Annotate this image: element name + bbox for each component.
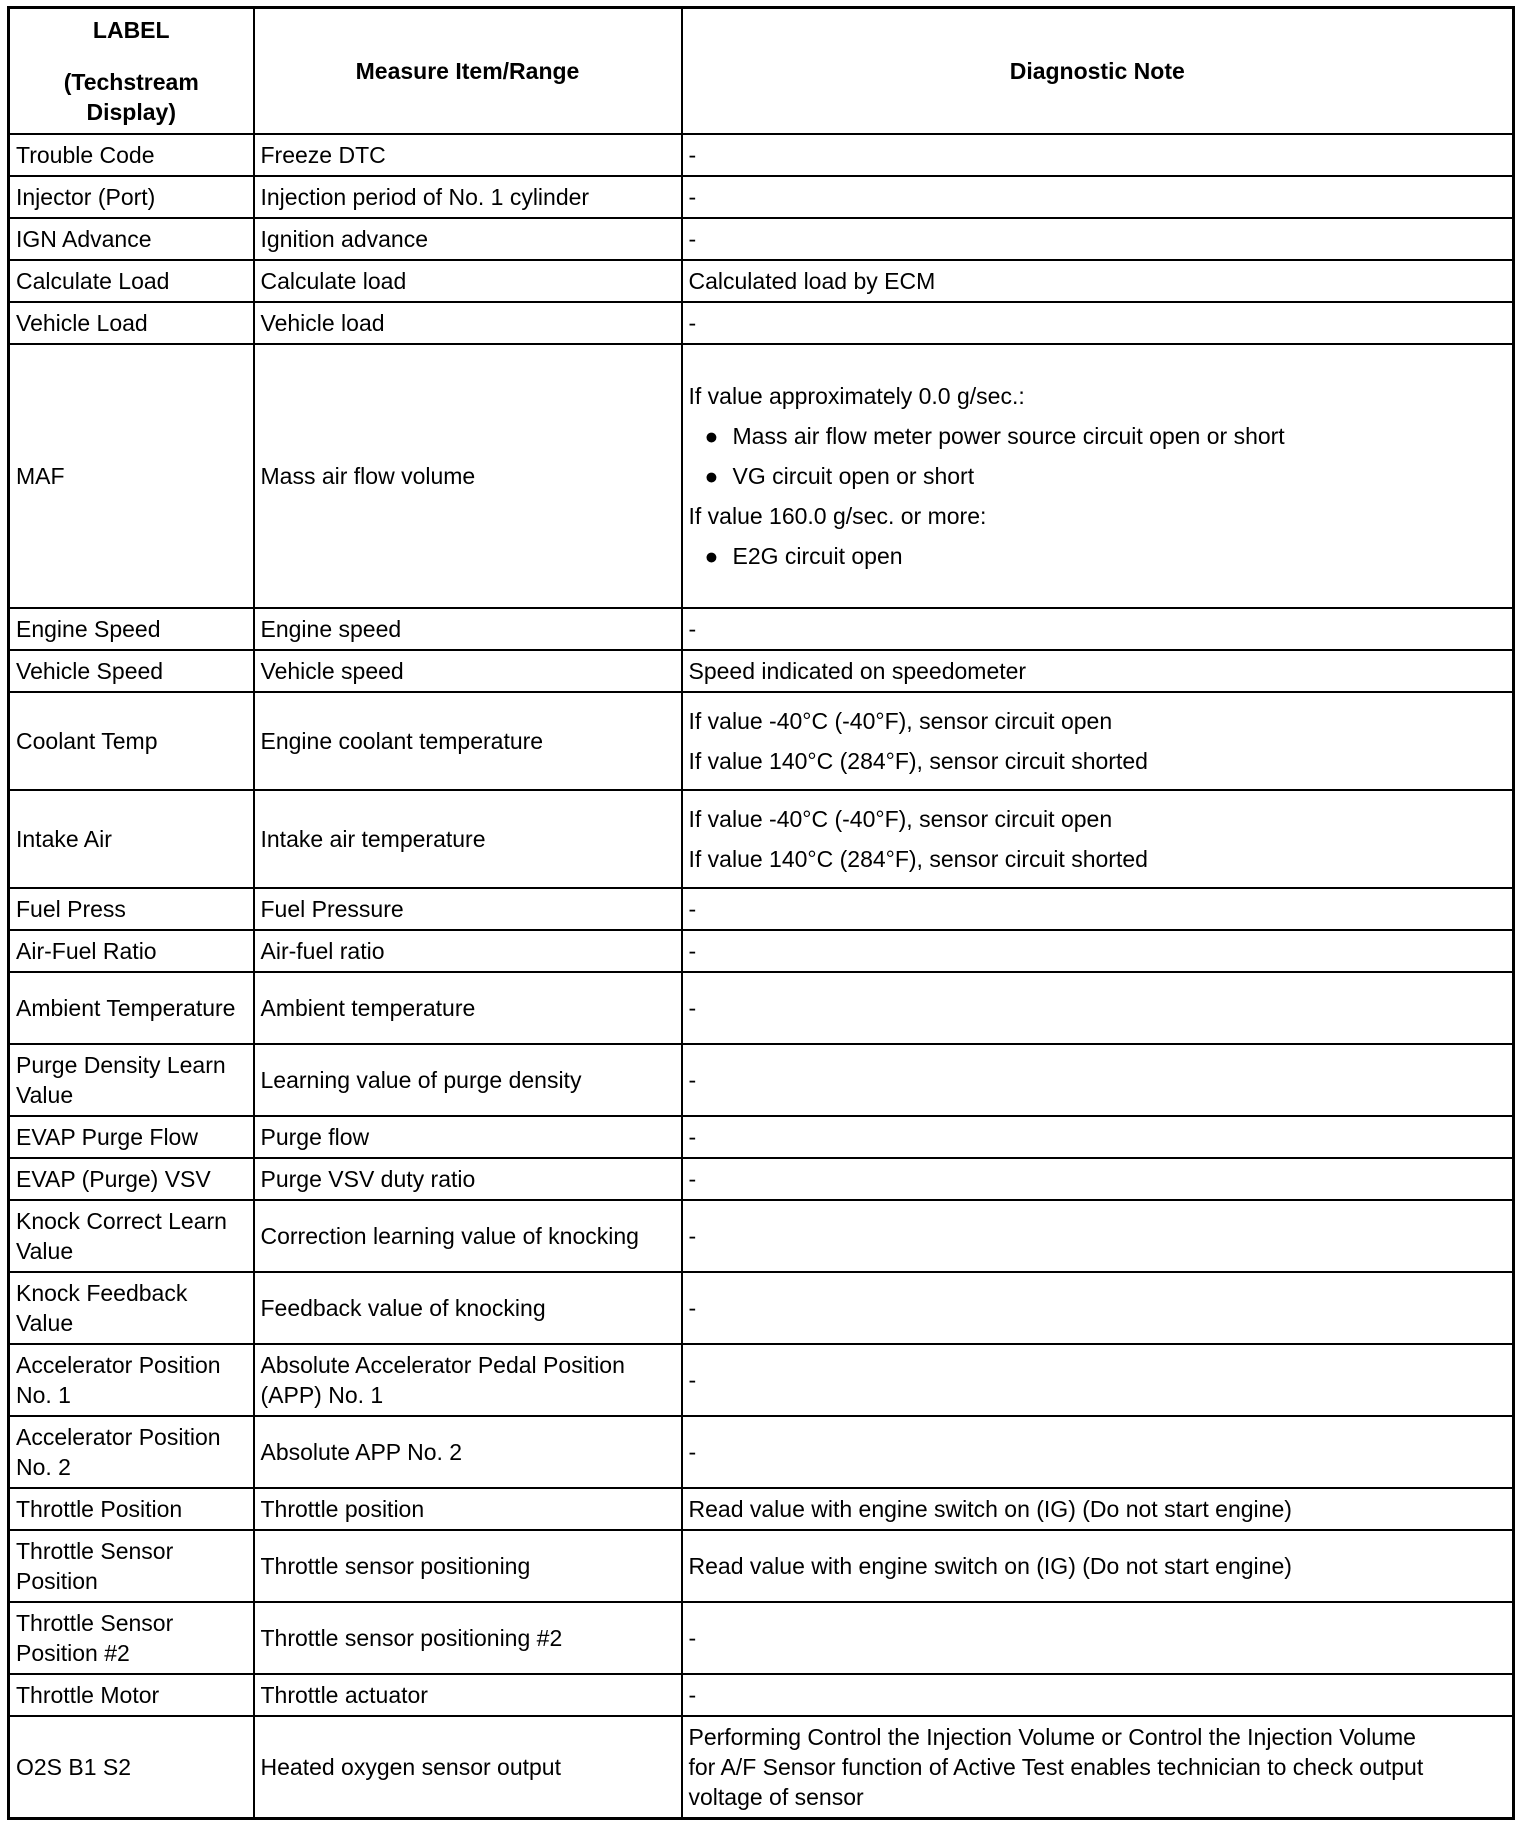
label-cell: Accelerator Position No. 2 (9, 1416, 254, 1488)
note-paragraph: If value -40°C (-40°F), sensor circuit open (688, 806, 1113, 832)
note-cell (682, 692, 1514, 790)
bullet-icon: ● (704, 423, 719, 449)
label-cell: EVAP (Purge) VSV (9, 1158, 254, 1200)
measure-cell: Engine coolant temperature (254, 692, 682, 790)
measure-cell: Learning value of purge density (254, 1044, 682, 1116)
measure-cell: Ambient temperature (254, 972, 682, 1044)
label-cell: Trouble Code (9, 134, 254, 176)
measure-cell: Intake air temperature (254, 790, 682, 888)
table-row (9, 930, 1514, 972)
note-paragraph: If value 140°C (284°F), sensor circuit shorted (688, 748, 1148, 774)
label-cell: Purge Density Learn Value (9, 1044, 254, 1116)
table-row (9, 1530, 1514, 1602)
note-cell: Speed indicated on speedometer (682, 650, 1514, 692)
header-label (9, 8, 254, 135)
note-bullet-text: VG circuit open or short (732, 463, 975, 489)
label-cell: Knock Feedback Value (9, 1272, 254, 1344)
table-row (9, 1044, 1514, 1116)
note-cell: - (682, 1416, 1514, 1488)
label-cell: Throttle Position (9, 1488, 254, 1530)
note-cell: - (682, 302, 1514, 344)
note-cell (682, 344, 1514, 608)
table-row (9, 1272, 1514, 1344)
label-cell: Ambient Temperature (9, 972, 254, 1044)
measure-cell: Absolute Accelerator Pedal Position (APP) No. 1 (254, 1344, 682, 1416)
note-cell: - (682, 134, 1514, 176)
measure-cell: Injection period of No. 1 cylinder (254, 176, 682, 218)
note-cell (682, 790, 1514, 888)
label-cell: Throttle Motor (9, 1674, 254, 1716)
table-row (9, 260, 1514, 302)
note-line: for A/F Sensor function of Active Test enables technician to check output (688, 1753, 1424, 1780)
label-cell: Calculate Load (9, 260, 254, 302)
label-cell: Vehicle Speed (9, 650, 254, 692)
note-cell: - (682, 218, 1514, 260)
measure-cell: Fuel Pressure (254, 888, 682, 930)
header-note: Diagnostic Note (682, 8, 1514, 135)
table-header (9, 8, 1514, 135)
measure-cell: Air-fuel ratio (254, 930, 682, 972)
table-row (9, 608, 1514, 650)
label-cell: Fuel Press (9, 888, 254, 930)
note-cell (682, 1716, 1514, 1818)
table-row (9, 650, 1514, 692)
measure-cell: Vehicle speed (254, 650, 682, 692)
bullet-icon: ● (704, 463, 719, 489)
note-cell: - (682, 608, 1514, 650)
header-label-line3: Display) (86, 99, 176, 125)
measure-cell: Vehicle load (254, 302, 682, 344)
table-row (9, 1200, 1514, 1272)
note-paragraph: If value 160.0 g/sec. or more: (688, 503, 987, 529)
header-label-line2: (Techstream (63, 69, 199, 95)
table-body (9, 134, 1514, 1818)
header-label-line1: LABEL (92, 17, 170, 43)
measure-cell: Engine speed (254, 608, 682, 650)
label-cell: MAF (9, 344, 254, 608)
measure-cell: Absolute APP No. 2 (254, 1416, 682, 1488)
measure-cell: Purge flow (254, 1116, 682, 1158)
label-cell: Knock Correct Learn Value (9, 1200, 254, 1272)
measure-cell: Freeze DTC (254, 134, 682, 176)
label-cell: O2S B1 S2 (9, 1716, 254, 1818)
measure-cell: Heated oxygen sensor output (254, 1716, 682, 1818)
measure-cell: Throttle sensor positioning #2 (254, 1602, 682, 1674)
note-bullet-text: E2G circuit open (732, 543, 903, 569)
measure-cell: Ignition advance (254, 218, 682, 260)
label-cell: Intake Air (9, 790, 254, 888)
header-measure: Measure Item/Range (254, 8, 682, 135)
label-cell: Vehicle Load (9, 302, 254, 344)
label-cell: Throttle Sensor Position #2 (9, 1602, 254, 1674)
measure-cell: Purge VSV duty ratio (254, 1158, 682, 1200)
note-cell: - (682, 1272, 1514, 1344)
table-row (9, 302, 1514, 344)
note-bullet-item (705, 461, 1507, 491)
note-cell: - (682, 1344, 1514, 1416)
table-row (9, 218, 1514, 260)
measure-cell: Calculate load (254, 260, 682, 302)
table-row (9, 790, 1514, 888)
note-cell: - (682, 930, 1514, 972)
note-paragraph: If value -40°C (-40°F), sensor circuit open (688, 708, 1113, 734)
note-cell: - (682, 176, 1514, 218)
note-bullet-text: Mass air flow meter power source circuit open or short (732, 423, 1285, 449)
measure-cell: Throttle position (254, 1488, 682, 1530)
table-row (9, 344, 1514, 608)
table-row (9, 1602, 1514, 1674)
measure-cell: Throttle sensor positioning (254, 1530, 682, 1602)
label-cell: Accelerator Position No. 1 (9, 1344, 254, 1416)
note-cell: - (682, 1044, 1514, 1116)
label-cell: Injector (Port) (9, 176, 254, 218)
table-row (9, 1158, 1514, 1200)
note-bullet-item (705, 541, 1507, 571)
table-row (9, 888, 1514, 930)
note-cell: - (682, 1602, 1514, 1674)
label-cell: EVAP Purge Flow (9, 1116, 254, 1158)
measure-cell: Correction learning value of knocking (254, 1200, 682, 1272)
table-row (9, 1344, 1514, 1416)
table-row (9, 134, 1514, 176)
bullet-icon: ● (704, 543, 719, 569)
table-row (9, 1416, 1514, 1488)
note-cell: - (682, 972, 1514, 1044)
table-row (9, 972, 1514, 1044)
note-line: Performing Control the Injection Volume or Control the Injection Volume (688, 1723, 1416, 1750)
label-cell: Air-Fuel Ratio (9, 930, 254, 972)
table-row (9, 1116, 1514, 1158)
table-row (9, 176, 1514, 218)
note-cell: - (682, 1116, 1514, 1158)
header-row (9, 8, 1514, 135)
measure-cell: Throttle actuator (254, 1674, 682, 1716)
measure-cell: Feedback value of knocking (254, 1272, 682, 1344)
note-cell: - (682, 1158, 1514, 1200)
note-cell: - (682, 888, 1514, 930)
note-paragraph: If value approximately 0.0 g/sec.: (688, 383, 1025, 409)
note-paragraph: If value 140°C (284°F), sensor circuit shorted (688, 846, 1148, 872)
note-line: voltage of sensor (688, 1783, 864, 1810)
label-cell: Throttle Sensor Position (9, 1530, 254, 1602)
label-cell: Coolant Temp (9, 692, 254, 790)
label-cell: Engine Speed (9, 608, 254, 650)
note-cell: - (682, 1200, 1514, 1272)
table-row (9, 1488, 1514, 1530)
measure-cell: Mass air flow volume (254, 344, 682, 608)
note-cell: Read value with engine switch on (IG) (Do not start engine) (682, 1488, 1514, 1530)
note-cell: Read value with engine switch on (IG) (Do not start engine) (682, 1530, 1514, 1602)
data-list-table (7, 6, 1515, 1820)
table-row (9, 1716, 1514, 1818)
note-cell: - (682, 1674, 1514, 1716)
table-row (9, 1674, 1514, 1716)
label-cell: IGN Advance (9, 218, 254, 260)
note-bullet-item (705, 421, 1507, 451)
note-cell: Calculated load by ECM (682, 260, 1514, 302)
table-row (9, 692, 1514, 790)
